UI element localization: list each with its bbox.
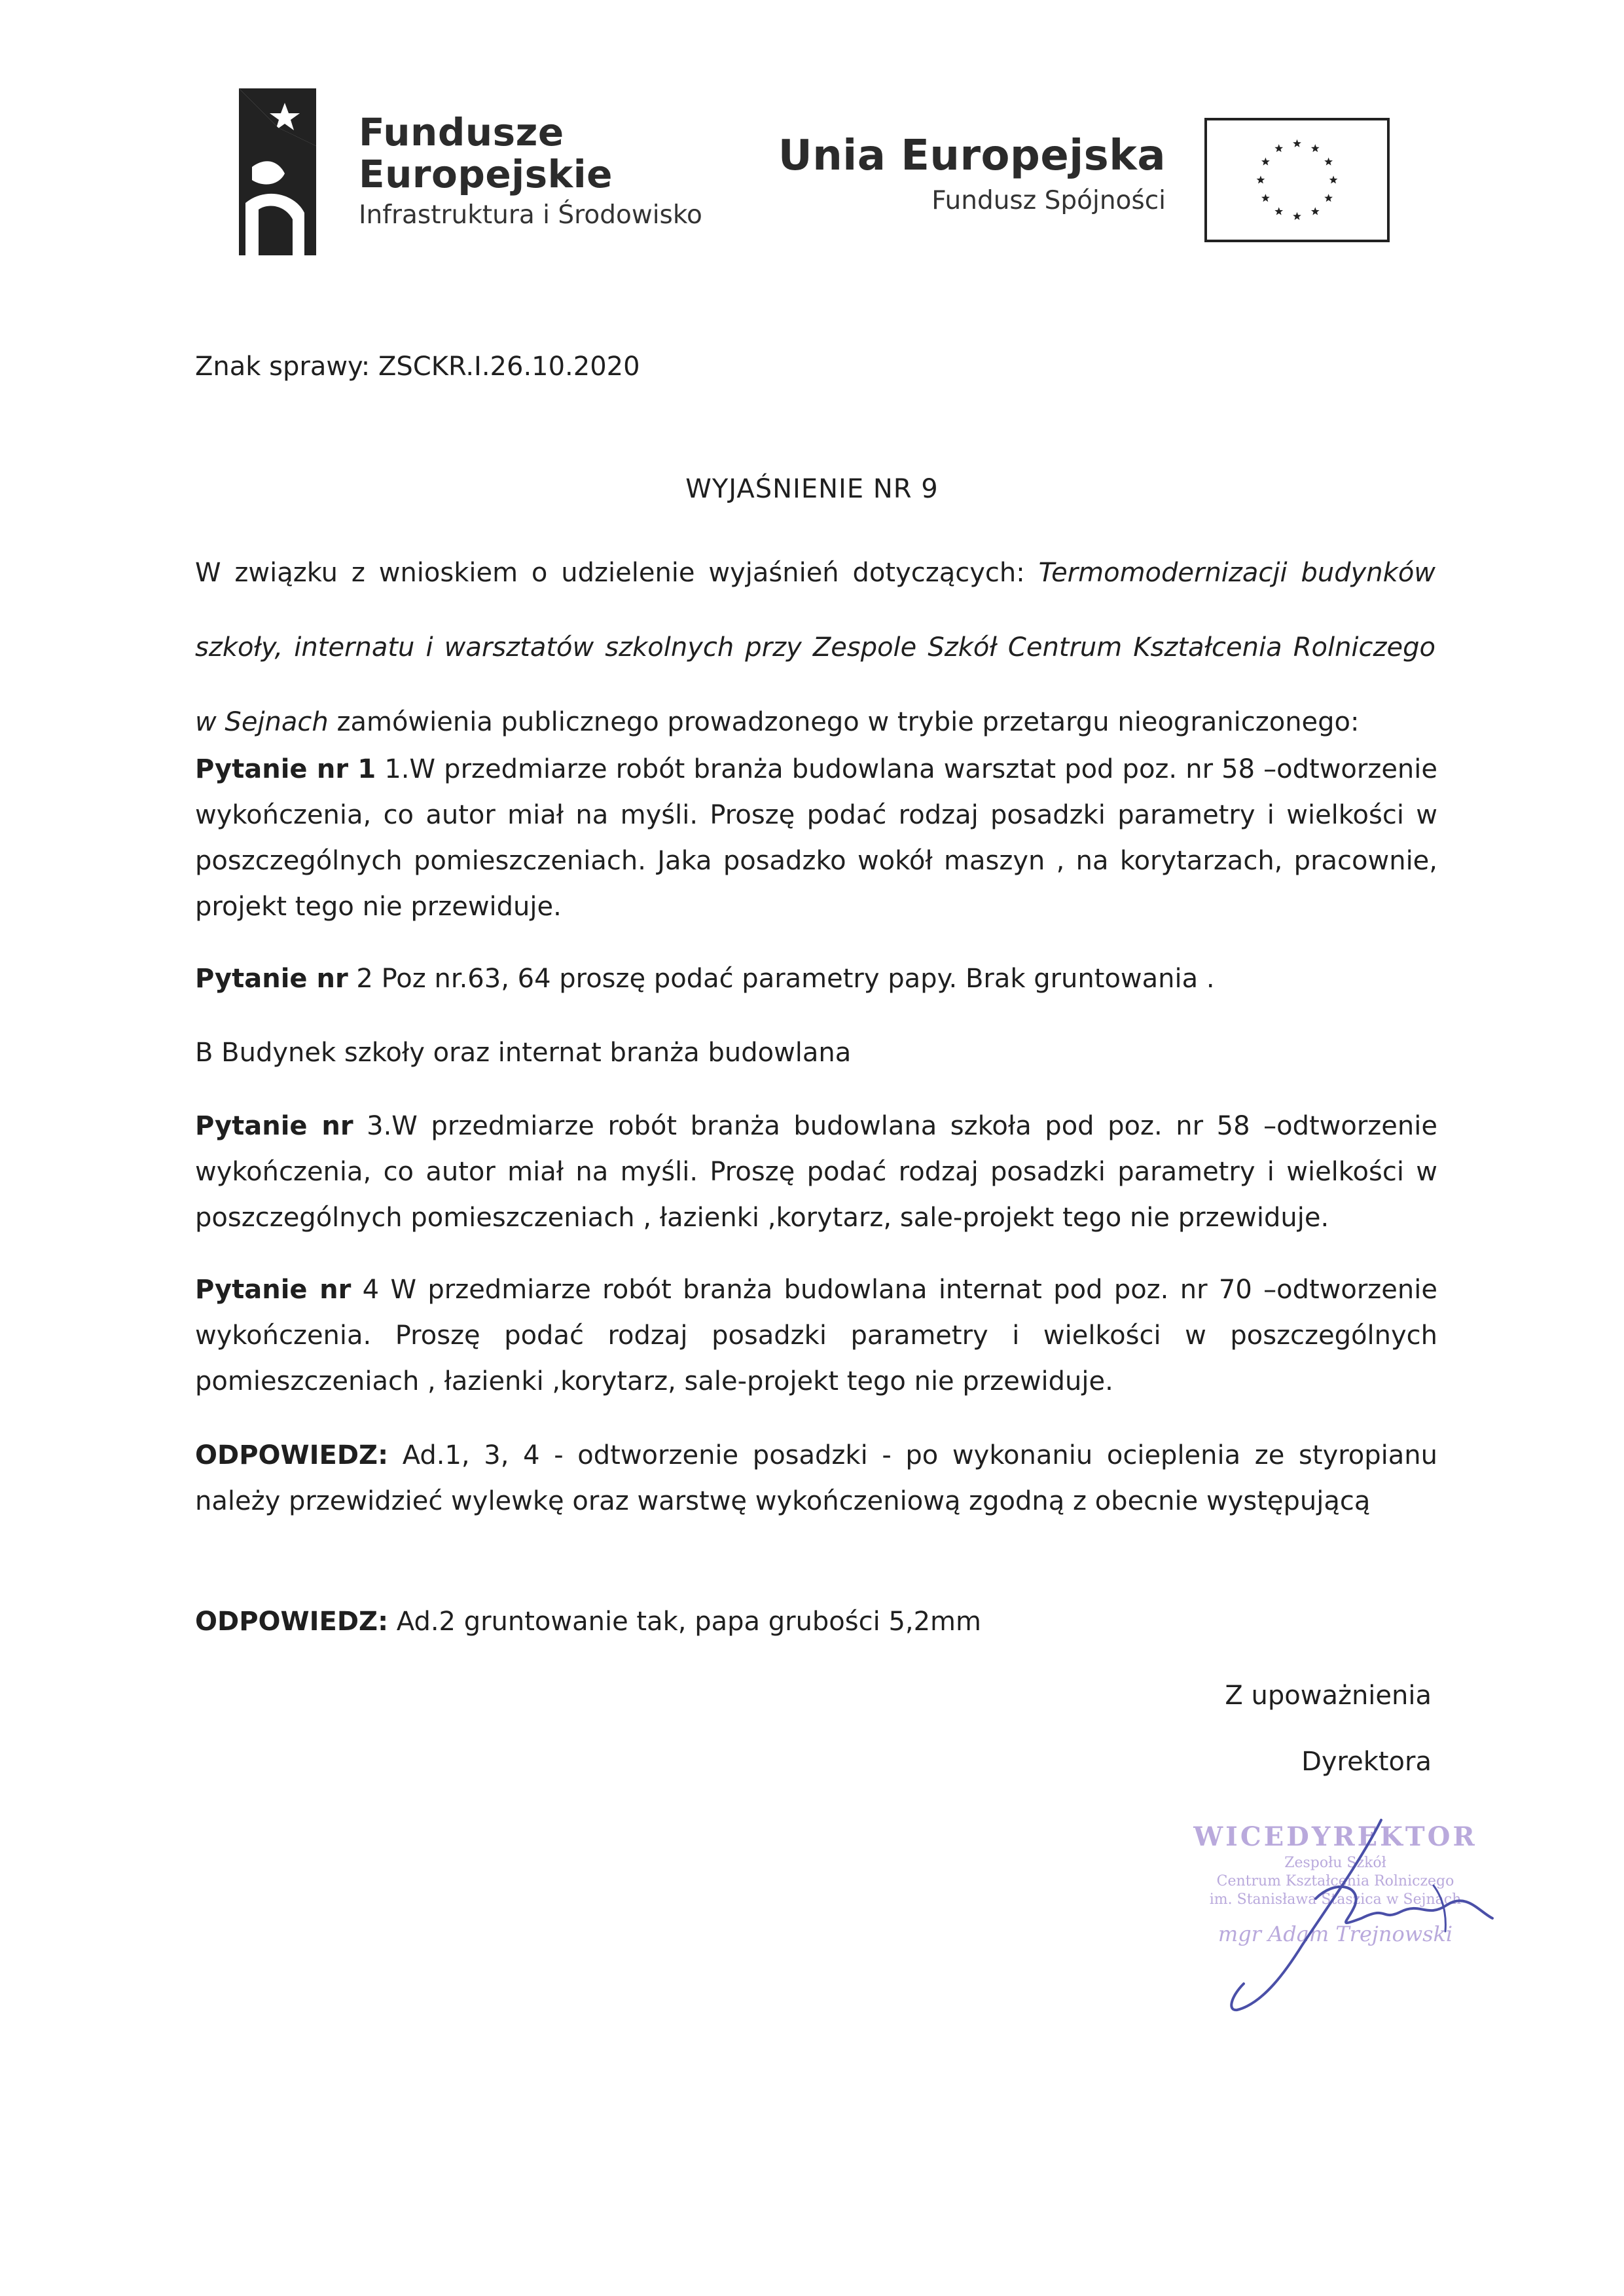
eu-star-icon (1257, 175, 1265, 183)
question-4-text: 4 W przedmiarze robót branża budowlana internat pod poz. nr 70 –odtworzenie wykończenia. Proszę podać rodzaj posadzki parametry i wielkości w poszczególnych pomieszczeniach , łazienki ,korytarz, sale-projekt tego nie przewiduje. (195, 1275, 1437, 1396)
question-2-label: Pytanie nr (195, 964, 348, 994)
intro-paragraph (195, 536, 1435, 759)
question-1 (195, 746, 1437, 930)
answer-1 (195, 1432, 1437, 1524)
stamp-line-4: im. Stanisława Staszica w Sejnach (1209, 1891, 1462, 1908)
fundusze-europejskie-logo-text (359, 111, 702, 234)
answer-2 (195, 1599, 1437, 1645)
fe-logo-line1: Fundusze (359, 110, 564, 155)
question-3-text: 3.W przedmiarze robót branża budowlana szkoła pod poz. nr 58 –odtworzenie wykończenia, co autor miał na myśli. Proszę podać rodzaj posadzki parametry i wielkości w poszczególnych pomieszczeniach , łazienki ,korytarz, sale-projekt tego nie przewiduje. (195, 1111, 1437, 1233)
handwritten-signature-icon (1165, 1807, 1532, 2016)
answer-1-label: ODPOWIEDZ: (195, 1440, 389, 1470)
eu-star-icon (1274, 144, 1283, 152)
eu-logo-text (778, 132, 1166, 219)
question-1-label: Pytanie nr 1 (195, 754, 376, 784)
document-title: WYJAŚNIENIE NR 9 (685, 474, 939, 504)
authorization-line-1: Z upoważnienia (1225, 1681, 1432, 1711)
intro-suffix: zamówienia publicznego prowadzonego w trybie przetargu nieograniczonego: (328, 707, 1360, 737)
question-2 (195, 956, 1437, 1002)
question-1-text: 1.W przedmiarze robót branża budowlana warsztat pod poz. nr 58 –odtworzenie wykończenia, co autor miał na myśli. Proszę podać rodzaj posadzki parametry i wielkości w poszczególnych pomieszczeniach. Jaka posadzko wokół maszyn , na korytarzach, pracownie, projekt tego nie przewiduje. (195, 754, 1438, 922)
stamp-line-3: Centrum Kształcenia Rolniczego (1216, 1873, 1454, 1889)
intro-prefix: W związku z wnioskiem o udzielenie wyjaśnień dotyczących: (195, 558, 1039, 588)
case-number: Znak sprawy: ZSCKR.I.26.10.2020 (195, 352, 640, 382)
intro-subject: Termomodernizacji budynków szkoły, internatu i warsztatów szkolnych przy Zespole Szkół Centrum Kształcenia Rolniczego w Sejnach (195, 558, 1436, 737)
answer-1-text: Ad.1, 3, 4 - odtworzenie posadzki - po wykonaniu ocieplenia ze styropianu należy przewidzieć wylewkę oraz warstwę wykończeniową zgodną z obecnie występującą (195, 1440, 1437, 1516)
eu-star-icon (1311, 144, 1320, 152)
question-4-label: Pytanie nr (195, 1275, 352, 1305)
fundusze-europejskie-logo-icon (239, 88, 316, 255)
question-3 (195, 1103, 1437, 1241)
question-2-text: 2 Poz nr.63, 64 proszę podać parametry papy. Brak gruntowania . (348, 964, 1215, 994)
eu-star-icon (1324, 158, 1333, 166)
stamp-line-5: mgr Adam Trejnowski (1218, 1922, 1453, 1946)
eu-star-icon (1293, 139, 1301, 147)
section-b-heading: B Budynek szkoły oraz internat branża budowlana (195, 1038, 852, 1068)
stamp-line-1: WICEDYREKTOR (1193, 1821, 1477, 1852)
answer-2-label: ODPOWIEDZ: (195, 1607, 389, 1637)
fe-logo-line2: Europejskie (359, 152, 613, 196)
eu-logo-line2: Fundusz Spójności (931, 186, 1166, 215)
stamp-line-2: Zespołu Szkół (1284, 1855, 1386, 1871)
answer-2-text: Ad.2 gruntowanie tak, papa grubości 5,2mm (388, 1607, 981, 1637)
eu-flag-icon (1204, 118, 1390, 242)
question-4 (195, 1267, 1437, 1404)
eu-star-icon (1324, 194, 1333, 202)
eu-star-icon (1261, 158, 1270, 166)
eu-star-icon (1274, 207, 1283, 215)
authorization-line-2: Dyrektora (1301, 1747, 1432, 1777)
eu-star-icon (1261, 194, 1270, 202)
question-3-label: Pytanie nr (195, 1111, 353, 1141)
eu-logo-line1: Unia Europejska (778, 132, 1166, 180)
eu-star-icon (1329, 175, 1338, 183)
eu-star-icon (1293, 212, 1301, 220)
fe-logo-line3: Infrastruktura i Środowisko (359, 200, 702, 230)
eu-star-icon (1311, 207, 1320, 215)
